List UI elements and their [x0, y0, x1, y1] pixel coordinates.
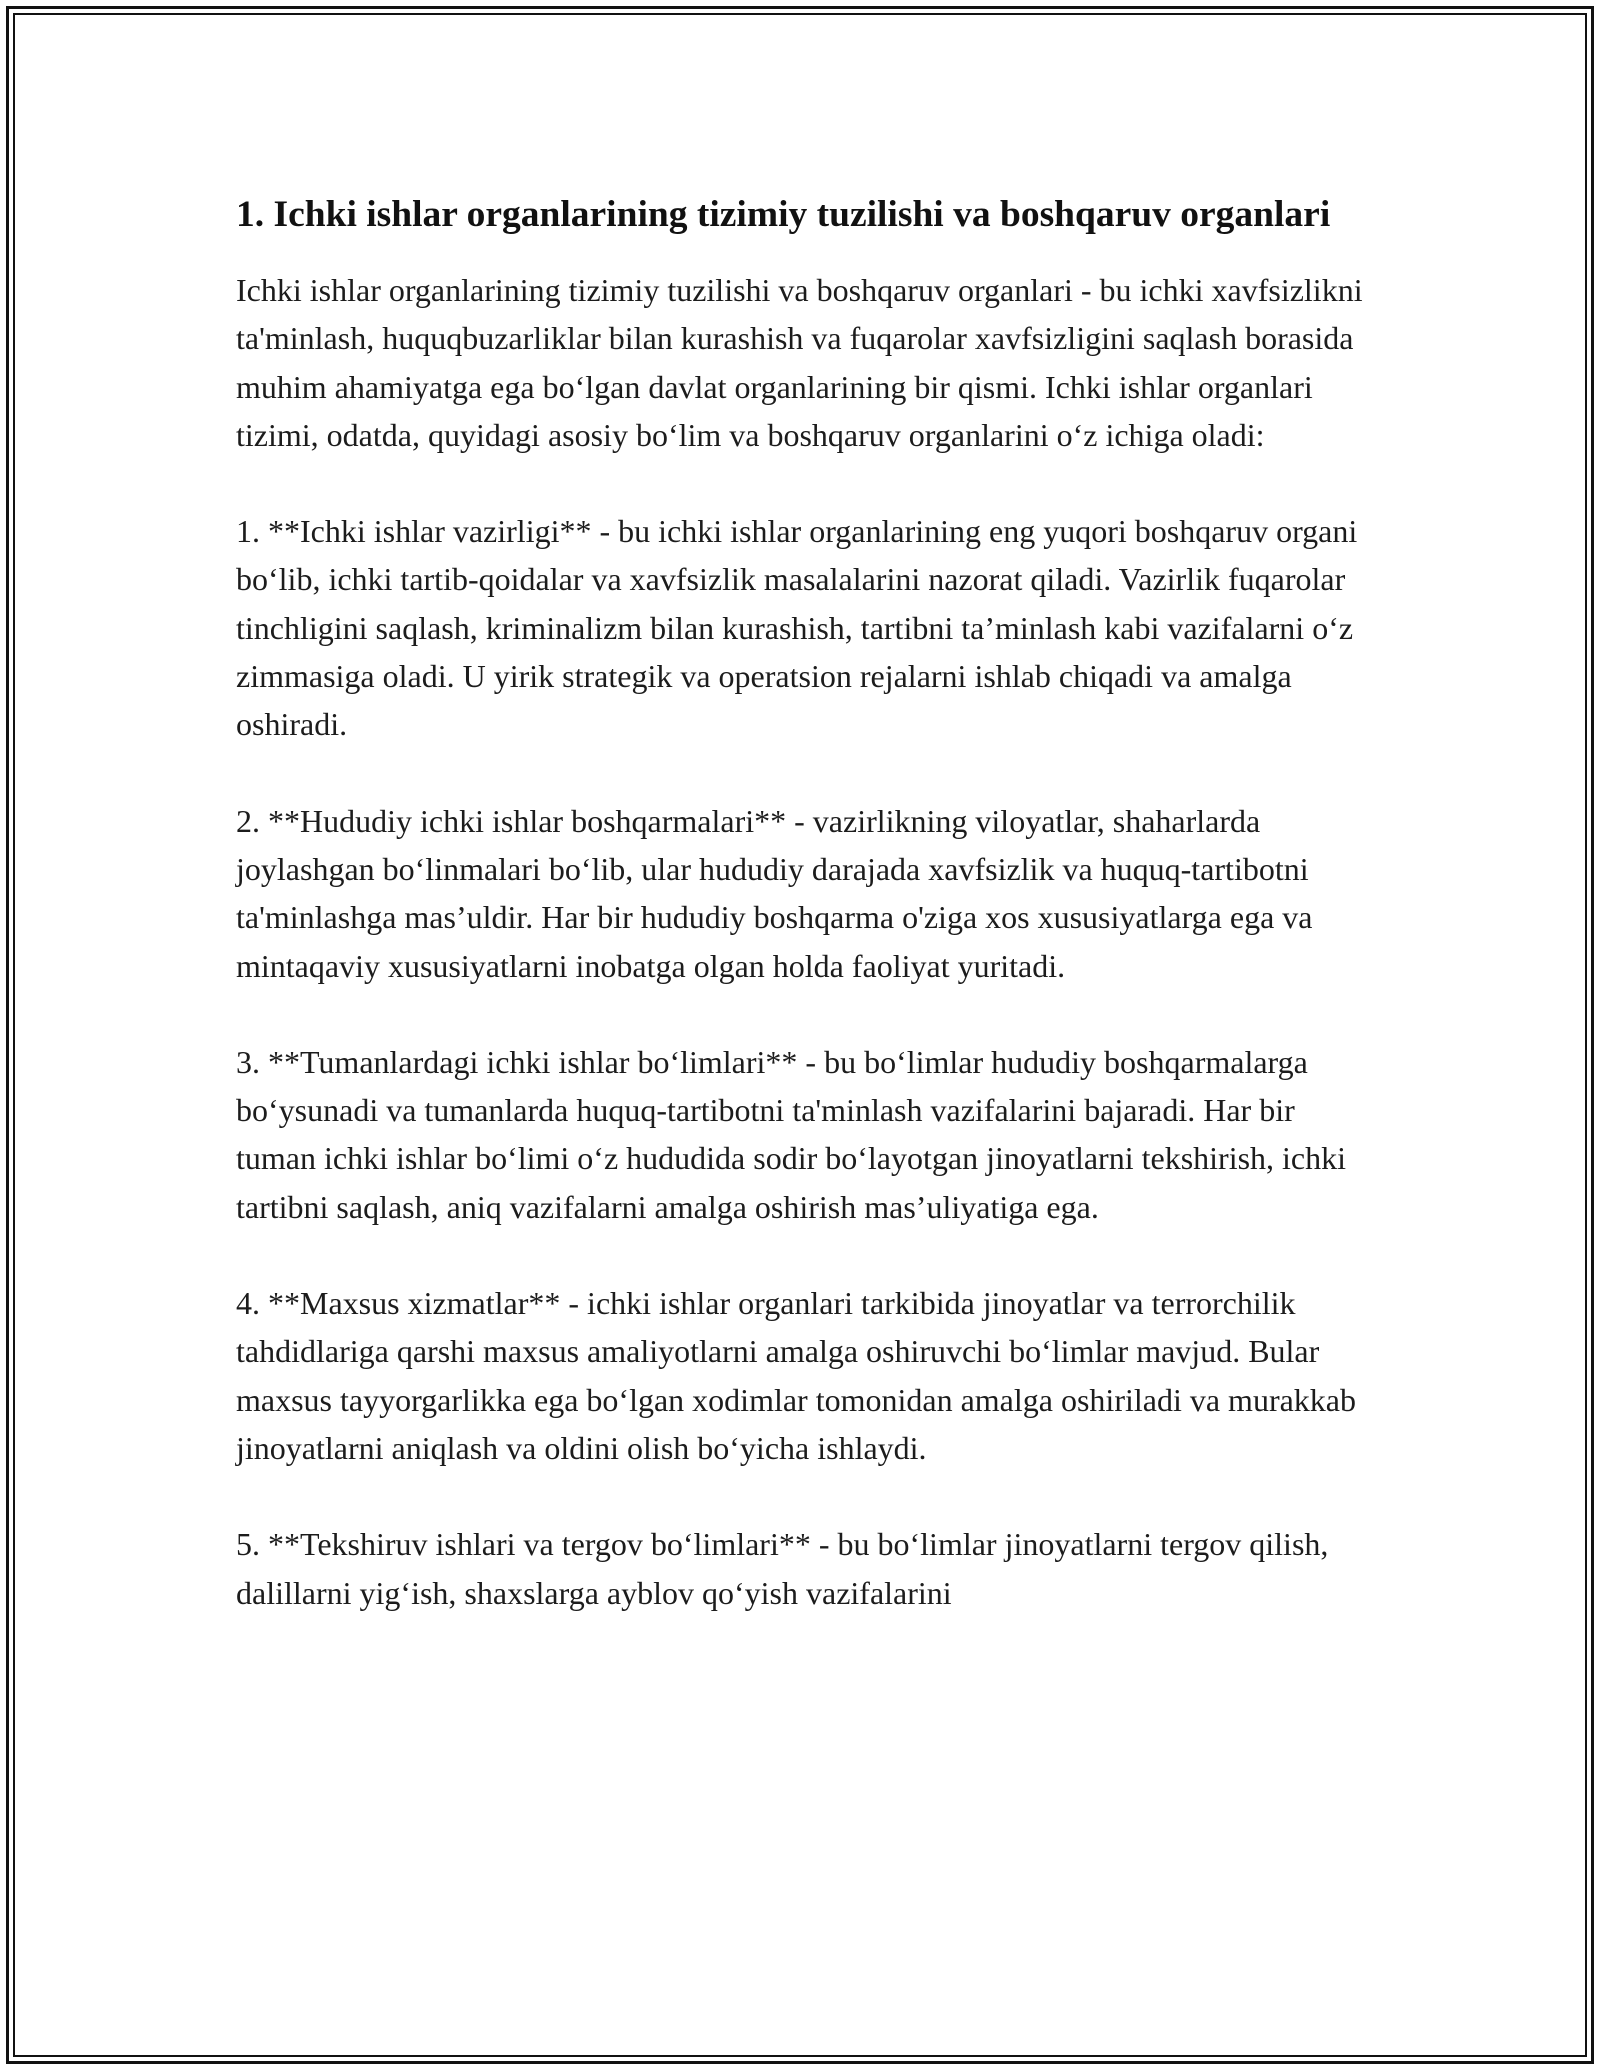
paragraph-item-4: 4. **Maxsus xizmatlar** - ichki ishlar organlari tarkibida jinoyatlar va terrorchilik tahdidlariga qarshi maxsus amaliyotlarni amalga oshiruvchi bo‘limlar mavjud. Bular maxsus tayyorgarlikka ega bo‘lgan xodimlar tomonidan amalga oshiriladi va murakkab jinoyatlarni aniqlash va oldini olish bo‘yicha ishlaydi. [236, 1285, 1356, 1466]
paragraph-item-1: 1. **Ichki ishlar vazirligi** - bu ichki ishlar organlarining eng yuqori boshqaruv organi bo‘lib, ichki tartib-qoidalar va xavfsizlik masalalarini nazorat qiladi. Vazirlik fuqarolar tinchligini saqlash, kriminalizm bilan kurashish, tartibni ta’minlash kabi vazifalarni o‘z zimmasiga oladi. U yirik strategik va operatsion rejalarni ishlab chiqadi va amalga oshiradi. [236, 513, 1358, 743]
paragraph-item-5: 5. **Tekshiruv ishlari va tergov bo‘limlari** - bu bo‘limlar jinoyatlarni tergov qilish, dalillarni yig‘ish, shaxslarga ayblov qo‘yish vazifalarini [236, 1526, 1329, 1611]
paragraph-item-2: 2. **Hududiy ichki ishlar boshqarmalari** - vazirlikning viloyatlar, shaharlarda joylashgan bo‘linmalari bo‘lib, ular hududiy darajada xavfsizlik va huquq-tartibotni ta'minlashga mas’uldir. Har bir hududiy boshqarma o'ziga xos xususiyatlarga ega va mintaqaviy xususiyatlarni inobatga olgan holda faoliyat yuritadi. [236, 802, 1313, 984]
paragraph-intro: Ichki ishlar organlarining tizimiy tuzilishi va boshqaruv organlari - bu ichki xavfsizlikni ta'minlash, huquqbuzarliklar bilan kurashish va fuqarolar xavfsizligini saqlash borasida muhim ahamiyatga ega bo‘lgan davlat organlarining bir qismi. Ichki ishlar organlari tizimi, odatda, quyidagi asosiy bo‘lim va boshqaruv organlarini o‘z ichiga oladi: [236, 272, 1363, 453]
document-body [236, 188, 1366, 1665]
document-title: 1. Ichki ishlar organlarining tizimiy tuzilishi va boshqaruv organlari [236, 194, 1331, 235]
paragraph-item-3: 3. **Tumanlardagi ichki ishlar bo‘limlari** - bu bo‘limlar hududiy boshqarmalarga bo‘ysunadi va tumanlarda huquq-tartibotni ta'minlash vazifalarini bajaradi. Har bir tuman ichki ishlar bo‘limi o‘z hududida sodir bo‘layotgan jinoyatlarni tekshirish, ichki tartibni saqlash, aniq vazifalarni amalga oshirish mas’uliyatiga ega. [236, 1043, 1347, 1225]
